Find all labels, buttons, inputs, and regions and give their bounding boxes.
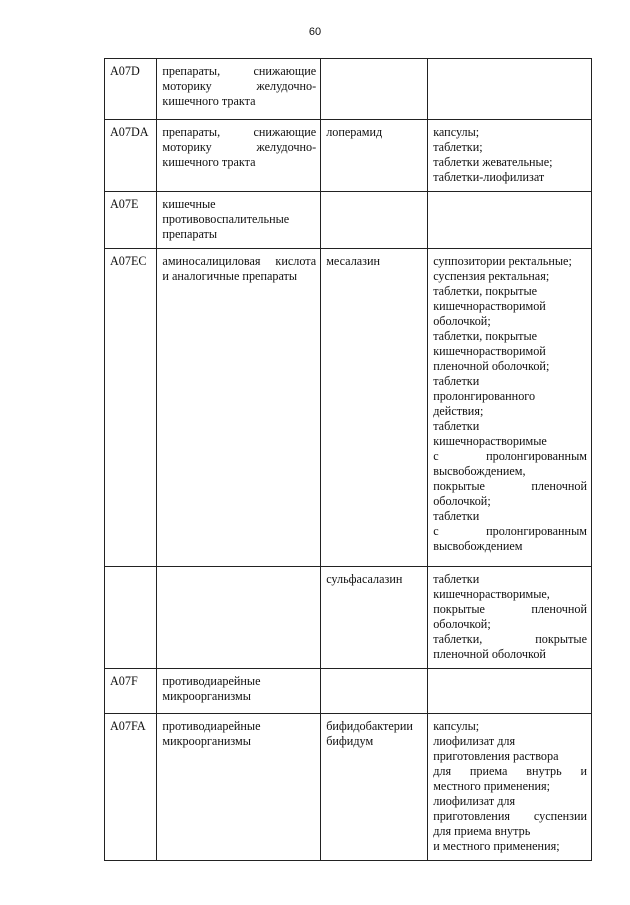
table-row	[105, 192, 592, 249]
dosage-forms-cell	[428, 714, 592, 861]
row-forms-line: оболочкой;	[433, 617, 491, 631]
atc-code-cell	[105, 669, 157, 714]
table-row	[105, 714, 592, 861]
dosage-forms-cell	[428, 567, 592, 669]
dosage-forms-cell	[428, 669, 592, 714]
atc-code: A07EC	[110, 254, 147, 268]
row-name-line: бифидобактерии	[326, 719, 413, 733]
row-forms-line: таблетки, покрытые	[433, 632, 587, 646]
table-row	[105, 567, 592, 669]
row-group-line: моторику желудочно-	[162, 140, 317, 154]
row-group-line: противодиарейные	[162, 674, 261, 688]
atc-code-cell	[105, 249, 157, 567]
row-group-line: кишечного тракта	[162, 155, 256, 169]
row-name-line: сульфасалазин	[326, 572, 403, 586]
row-forms-line: таблетки, покрытые	[433, 329, 538, 343]
drug-name-cell	[321, 120, 428, 192]
row-forms-line: кишечнорастворимые	[433, 434, 547, 448]
anatomical-therapeutic-group-cell	[157, 567, 321, 669]
dosage-forms-cell	[428, 59, 592, 120]
row-forms-line: и местного применения;	[433, 839, 560, 853]
table-row	[105, 59, 592, 120]
row-forms-line: для приема внутрь	[433, 824, 531, 838]
row-group-line: кишечные	[162, 197, 216, 211]
row-forms-line: суппозитории ректальные;	[433, 254, 572, 268]
row-forms-line: суспензия ректальная;	[433, 269, 550, 283]
dosage-forms-cell	[428, 120, 592, 192]
row-forms-line: таблетки;	[433, 140, 483, 154]
drug-name-cell	[321, 669, 428, 714]
drug-name-cell	[321, 192, 428, 249]
row-group-line: противовоспалительные	[162, 212, 290, 226]
row-forms-line: приготовления суспензии	[433, 809, 587, 823]
table-row	[105, 249, 592, 567]
anatomical-therapeutic-group-cell	[157, 669, 321, 714]
row-forms-line: таблетки, покрытые	[433, 284, 538, 298]
table-row	[105, 669, 592, 714]
dosage-forms-cell	[428, 192, 592, 249]
drug-name-cell	[321, 714, 428, 861]
row-forms-line: таблетки	[433, 374, 480, 388]
anatomical-therapeutic-group-cell	[157, 59, 321, 120]
atc-code: A07D	[110, 64, 140, 78]
row-forms-line: таблетки-лиофилизат	[433, 170, 545, 184]
drug-name-cell	[321, 567, 428, 669]
atc-code: A07DA	[110, 125, 149, 139]
row-forms-line: оболочкой;	[433, 494, 491, 508]
row-forms-line: кишечнорастворимой	[433, 344, 546, 358]
row-forms-line: лиофилизат для	[433, 794, 516, 808]
anatomical-therapeutic-group-cell	[157, 249, 321, 567]
row-name-line: бифидум	[326, 734, 374, 748]
table-body	[105, 59, 592, 861]
atc-code-cell	[105, 59, 157, 120]
row-name-line: месалазин	[326, 254, 381, 268]
anatomical-therapeutic-group-cell	[157, 714, 321, 861]
row-forms-line: высвобождением,	[433, 464, 526, 478]
row-forms-line: высвобождением	[433, 539, 523, 553]
row-group-line: и аналогичные препараты	[162, 269, 298, 283]
drug-classification-table	[104, 58, 592, 861]
row-group-line: аминосалициловая кислота	[162, 254, 317, 268]
anatomical-therapeutic-group-cell	[157, 120, 321, 192]
row-forms-line: оболочкой;	[433, 314, 491, 328]
page-number: 60	[308, 26, 322, 38]
row-forms-line: таблетки	[433, 572, 480, 586]
atc-code: A07FA	[110, 719, 146, 733]
row-group-line: микроорганизмы	[162, 689, 251, 703]
row-group-line: препараты	[162, 227, 218, 241]
row-forms-line: лиофилизат для	[433, 734, 516, 748]
row-forms-line: пленочной оболочкой;	[433, 359, 550, 373]
row-forms-line: покрытые пленочной	[433, 602, 587, 616]
drug-name-cell	[321, 249, 428, 567]
anatomical-therapeutic-group-cell	[157, 192, 321, 249]
row-forms-line: с пролонгированным	[433, 524, 587, 538]
drug-name-cell	[321, 59, 428, 120]
row-forms-line: местного применения;	[433, 779, 551, 793]
dosage-forms-cell	[428, 249, 592, 567]
row-forms-line: для приема внутрь и	[433, 764, 587, 778]
row-forms-line: кишечнорастворимые,	[433, 587, 550, 601]
row-forms-line: капсулы;	[433, 719, 480, 733]
row-forms-line: с пролонгированным	[433, 449, 587, 463]
row-forms-line: капсулы;	[433, 125, 480, 139]
row-forms-line: таблетки	[433, 509, 480, 523]
row-group-line: препараты, снижающие	[162, 64, 317, 78]
row-group-line: противодиарейные	[162, 719, 261, 733]
row-group-line: препараты, снижающие	[162, 125, 317, 139]
row-forms-line: кишечнорастворимой	[433, 299, 546, 313]
row-name-line: лоперамид	[326, 125, 383, 139]
atc-code-cell	[105, 714, 157, 861]
row-forms-line: таблетки жевательные;	[433, 155, 553, 169]
row-forms-line: пролонгированного	[433, 389, 536, 403]
row-forms-line: действия;	[433, 404, 484, 418]
row-group-line: моторику желудочно-	[162, 79, 317, 93]
atc-code-cell	[105, 567, 157, 669]
row-forms-line: покрытые пленочной	[433, 479, 587, 493]
atc-code-cell	[105, 120, 157, 192]
row-forms-line: приготовления раствора	[433, 749, 559, 763]
row-group-line: кишечного тракта	[162, 94, 256, 108]
row-forms-line: пленочной оболочкой	[433, 647, 546, 661]
table-row	[105, 120, 592, 192]
atc-code: A07F	[110, 674, 138, 688]
atc-code: A07E	[110, 197, 139, 211]
row-group-line: микроорганизмы	[162, 734, 251, 748]
row-forms-line: таблетки	[433, 419, 480, 433]
atc-code-cell	[105, 192, 157, 249]
